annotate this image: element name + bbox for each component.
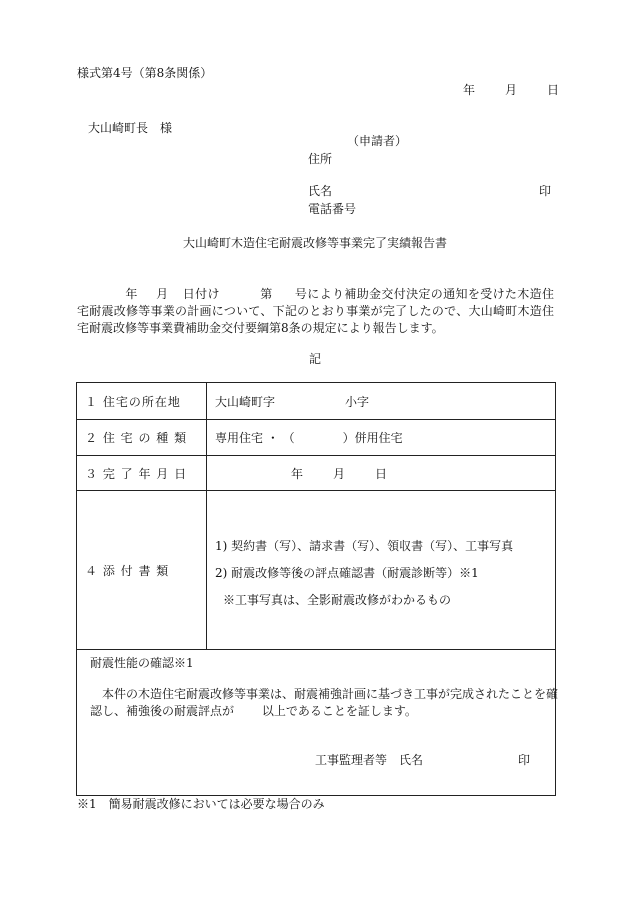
completion-month: 月	[333, 466, 346, 481]
date-year: 年	[463, 83, 476, 97]
ki-heading: 記	[308, 352, 321, 366]
name-label: 氏名	[308, 184, 333, 198]
location-aza: 大山崎町字	[215, 394, 276, 409]
completion-year: 年	[291, 466, 304, 481]
attachment-item: 1) 契約書（写）、請求書（写）、領収書（写）、工事写真	[215, 538, 514, 553]
location-value	[207, 383, 556, 420]
body-day-ref: 日付け	[182, 287, 220, 301]
completion-date-label: ３ 完 了 年 月 日	[77, 456, 207, 491]
recipient: 大山崎町長 様	[88, 121, 173, 135]
report-body	[77, 286, 554, 337]
house-type-label: ２ 住 宅 の 種 類	[77, 420, 207, 456]
house-type-value: 専用住宅 ・ （ ）併用住宅	[207, 420, 556, 456]
phone-label: 電話番号	[308, 202, 357, 216]
body-month: 月	[155, 287, 169, 301]
table-row	[77, 420, 556, 456]
address-label: 住所	[308, 152, 333, 166]
attachment-note: ※工事写真は、全影耐震改修がわかるもの	[223, 592, 452, 607]
attachment-item: 2) 耐震改修等後の評点確認書（耐震診断等）※1	[215, 565, 479, 580]
body-year: 年	[125, 287, 138, 301]
attachments-label: ４ 添 付 書 類	[77, 491, 207, 650]
body-dai: 第	[259, 287, 273, 301]
location-label: １ 住宅の所在地	[77, 383, 207, 420]
applicant-label: （申請者）	[347, 134, 408, 148]
table-row	[77, 383, 556, 420]
supervisor-seal: 印	[518, 753, 531, 767]
attachments-list	[207, 491, 556, 650]
footnote: ※1 簡易耐震改修においては必要な場合のみ	[77, 797, 325, 811]
performance-check-cell	[77, 650, 559, 796]
report-table	[76, 382, 559, 796]
submission-date	[463, 83, 559, 97]
supervisor-signature-line	[315, 751, 530, 768]
body-rest: 号により補助金交付決定の通知を受けた木造住宅耐震改修等事業の計画について、下記のとおり事業が完了したので、大山崎町木造住宅耐震改修等事業費補助金交付要綱第8条の規定により報告します。	[77, 287, 554, 335]
completion-day: 日	[375, 466, 388, 481]
date-month: 月	[505, 83, 518, 97]
document-title: 大山崎町木造住宅耐震改修等事業完了実績報告書	[182, 236, 447, 250]
form-number: 様式第4号（第8条関係）	[77, 66, 213, 80]
applicant-seal: 印	[539, 184, 552, 198]
table-row	[77, 650, 556, 796]
completion-date-value	[207, 456, 556, 491]
location-koaza: 小字	[345, 394, 370, 409]
performance-check-text: 本件の木造住宅耐震改修等事業は、耐震補強計画に基づき工事が完成されたことを確認し、補強後の耐震評点が 以上であることを証します。	[90, 687, 559, 718]
table-row	[77, 456, 556, 491]
date-day: 日	[547, 83, 560, 97]
supervisor-name-label: 工事監理者等 氏名	[315, 753, 424, 767]
table-row	[77, 491, 556, 650]
performance-check-title: 耐震性能の確認※1	[90, 656, 194, 670]
